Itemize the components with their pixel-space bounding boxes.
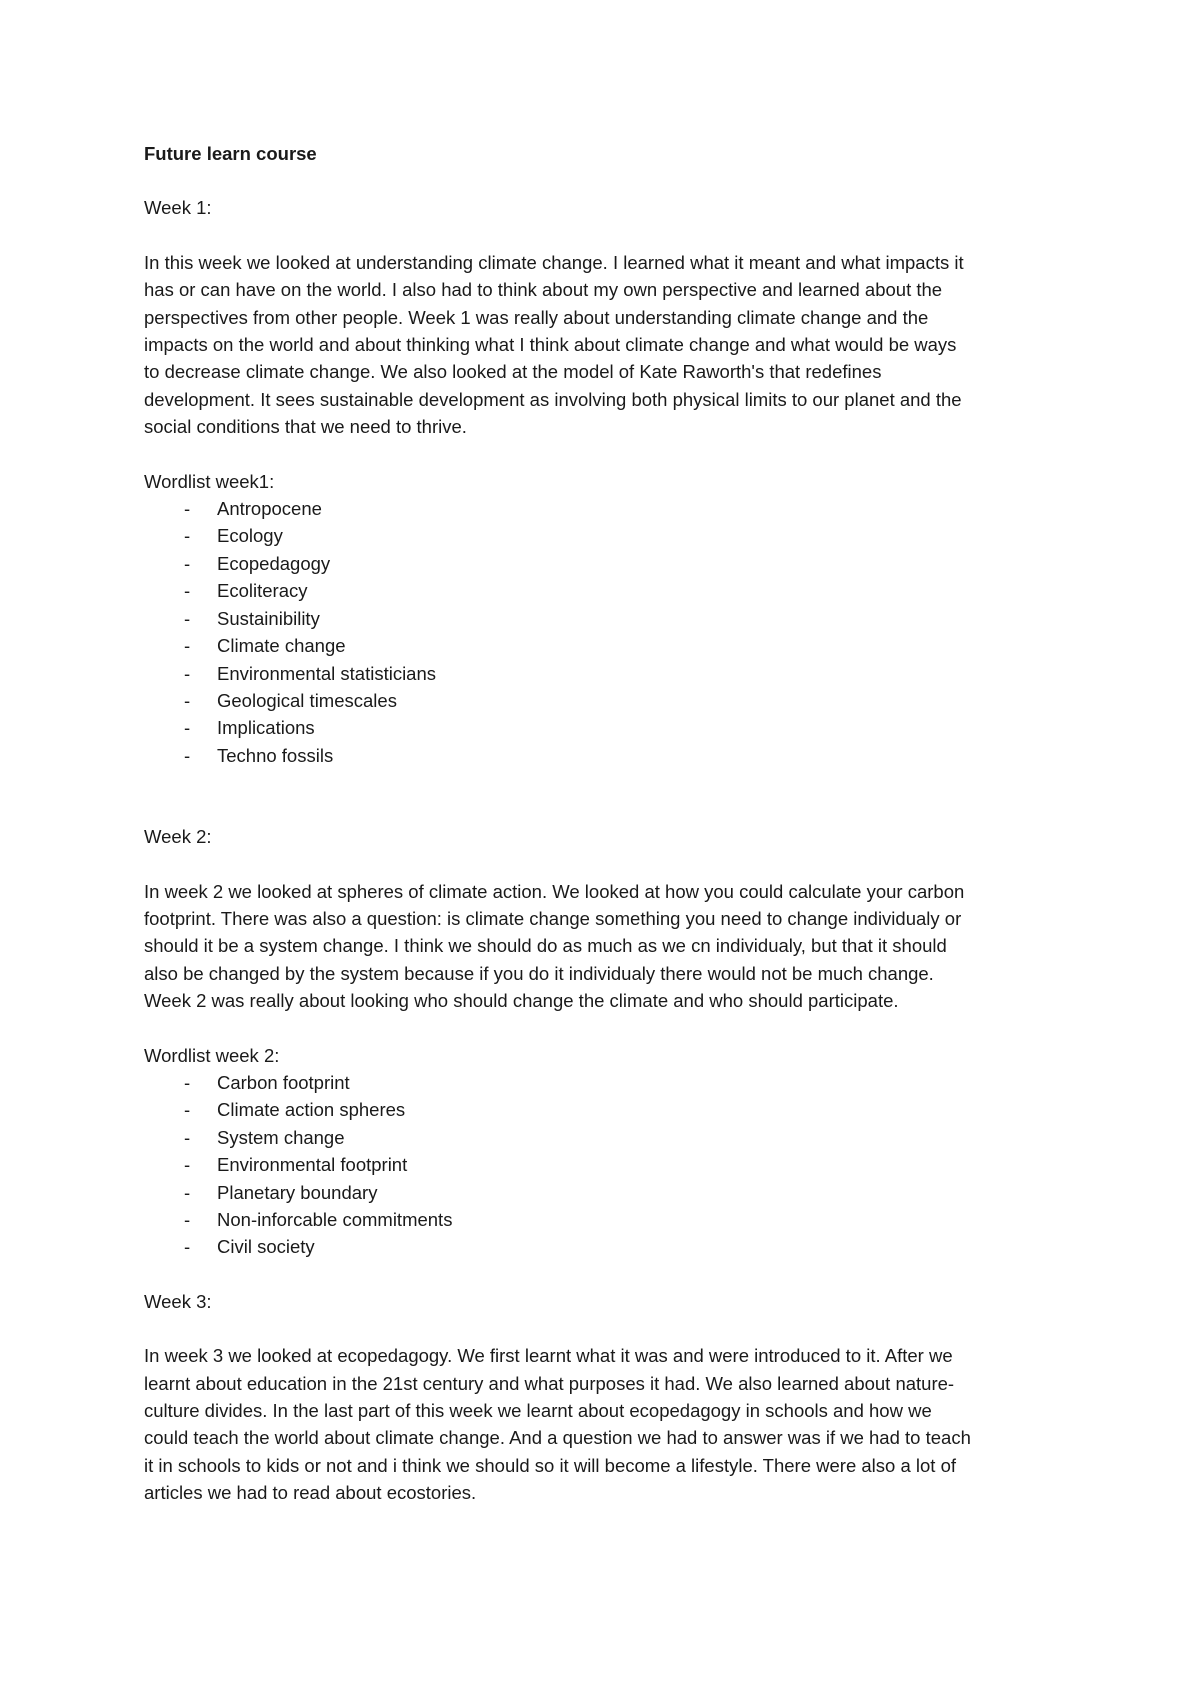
list-item [144, 1151, 1064, 1178]
list-item-text: Techno fossils [217, 744, 334, 766]
list-item-text: Geological timescales [217, 689, 397, 711]
list-item [144, 632, 1064, 659]
list-item-text: Carbon footprint [217, 1071, 350, 1093]
list-item [144, 550, 1064, 577]
list-item-text: Non-inforcable commitments [217, 1209, 453, 1230]
list-dash: - [184, 498, 191, 520]
week2-paragraph: In week 2 we looked at spheres of climate action. We looked at how you could calculate your carbon footprint. There was also a question: is climate change something you need to change individualy or should it be a system change. I think we should do as much as we cn individualy, but that it should also be changed by the system because if you do it individualy there would not be much change. Week 2 was really about looking who should change the climate and who should participate. [144, 880, 965, 1012]
list-item-text: Antropocene [217, 498, 322, 520]
week3-paragraph: In week 3 we looked at ecopedagogy. We first learnt what it was and were introduced to it. After we learnt about education in the 21st century and what purposes it had. We also learned about nature- culture divides. In the last part of this week we learnt about ecopedagogy in schools and how we could teach the world about climate change. And a question we had to answer was if we had to teach it in schools to kids or not and i think we should so it will become a lifestyle. There were also a lot of articles we had to read about ecostories. [144, 1345, 971, 1504]
list-dash: - [184, 689, 191, 711]
list-dash: - [184, 1181, 191, 1203]
week2-wordlist-label: Wordlist week 2: [144, 1044, 280, 1066]
list-dash: - [184, 1071, 191, 1093]
list-dash: - [184, 1154, 191, 1176]
list-item [144, 742, 1064, 769]
list-item-text: Ecopedagogy [217, 552, 331, 574]
list-item-text: Climate action spheres [217, 1099, 406, 1121]
list-item-text: Civil society [217, 1236, 315, 1258]
list-item [144, 577, 1064, 604]
week1-paragraph: In this week we looked at understanding climate change. I learned what it meant and what impacts it has or can have on the world. I also had to think about my own perspective and learned about the perspectives from other people. Week 1 was really about understanding climate change and the impacts on the world and about thinking what I think about climate change and what would be ways to decrease climate change. We also looked at the model of Kate Raworth's that redefines development. It sees sustainable development as involving both physical limits to our planet and the social conditions that we need to thrive. [144, 251, 964, 438]
list-item [144, 1096, 1064, 1123]
list-dash: - [184, 717, 191, 739]
document-page [144, 140, 1064, 1534]
list-item-text: Environmental statisticians [217, 662, 437, 684]
week1-wordlist-label: Wordlist week1: [144, 470, 275, 492]
spacer [144, 796, 1064, 823]
list-dash: - [184, 635, 191, 657]
document-title: Future learn course [144, 143, 317, 164]
list-dash: - [184, 607, 191, 629]
list-item-text: Sustainibility [217, 607, 320, 629]
list-dash: - [184, 552, 191, 574]
list-item-text: Implications [217, 717, 315, 739]
list-item-text: System change [217, 1126, 345, 1148]
list-item [144, 1069, 1064, 1096]
list-dash: - [184, 1236, 191, 1258]
list-dash: - [184, 662, 191, 684]
list-item-text: Planetary boundary [217, 1181, 378, 1203]
list-item [144, 1124, 1064, 1151]
list-item [144, 1233, 1064, 1260]
list-item-text: Environmental footprint [217, 1154, 408, 1176]
list-item [144, 687, 1064, 714]
list-item [144, 714, 1064, 741]
list-item-text: Ecoliteracy [217, 580, 308, 602]
week2-wordlist [144, 1069, 1064, 1261]
list-dash: - [184, 525, 191, 547]
list-item [144, 1206, 1064, 1233]
list-dash: - [184, 1209, 191, 1230]
list-item-text: Climate change [217, 635, 346, 657]
week1-heading: Week 1: [144, 197, 212, 219]
list-item [144, 660, 1064, 687]
week1-wordlist [144, 495, 1064, 769]
week3-heading: Week 3: [144, 1290, 212, 1312]
list-item [144, 605, 1064, 632]
list-dash: - [184, 744, 191, 766]
list-dash: - [184, 1099, 191, 1121]
list-dash: - [184, 1126, 191, 1148]
week2-heading: Week 2: [144, 826, 212, 848]
list-dash: - [184, 580, 191, 602]
list-item-text: Ecology [217, 525, 283, 547]
list-item [144, 1179, 1064, 1206]
list-item [144, 495, 1064, 522]
list-item [144, 522, 1064, 549]
